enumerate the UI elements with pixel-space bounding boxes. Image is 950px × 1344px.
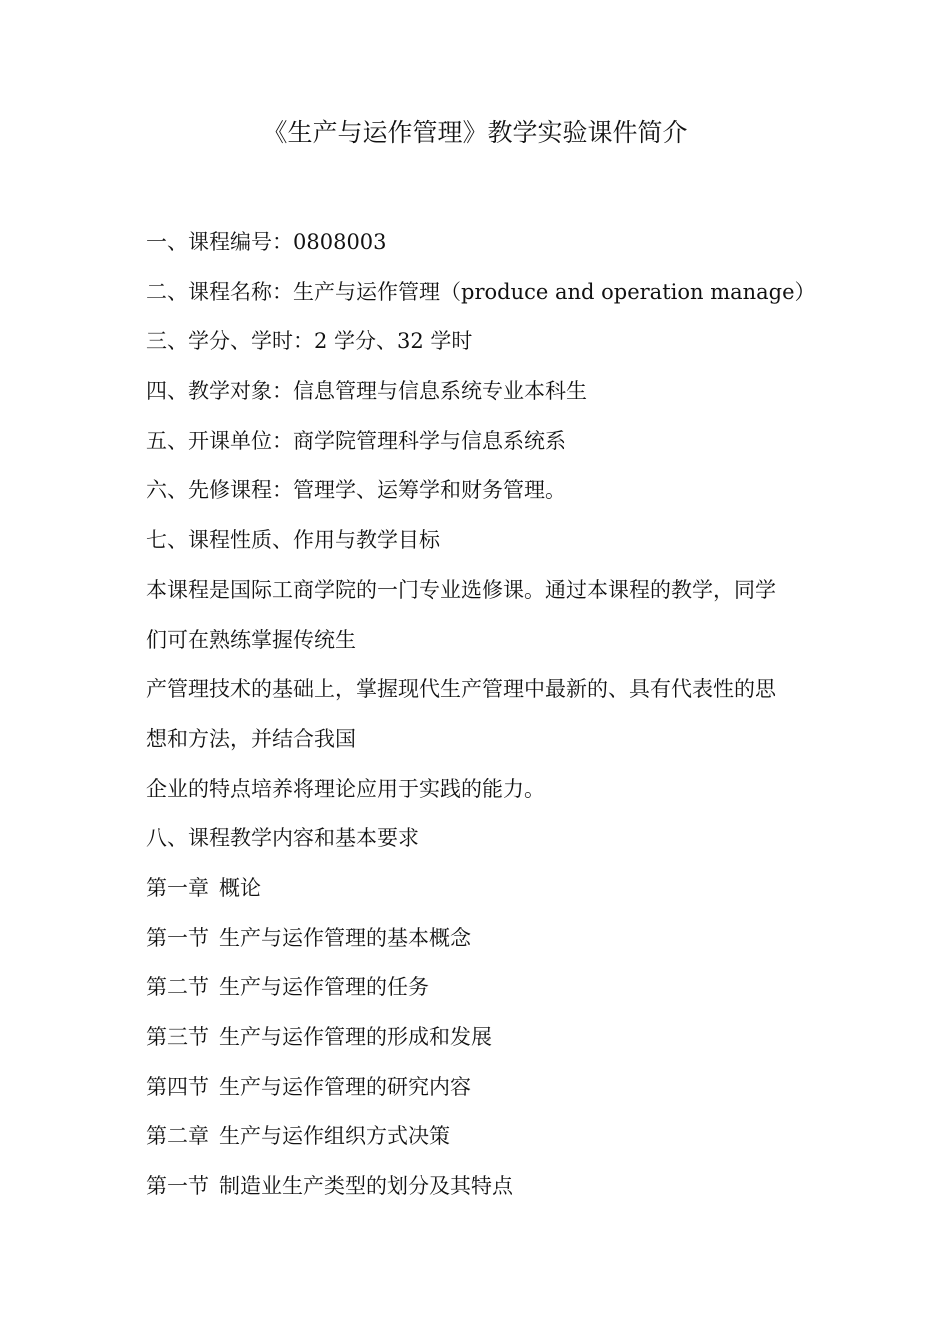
content-requirements-heading: 八、课程教学内容和基本要求	[146, 826, 419, 851]
paragraph-line: 想和方法，并结合我国	[146, 726, 356, 751]
section-label: 第二节	[146, 975, 209, 1000]
paragraph-line: 本课程是国际工商学院的一门专业选修课。通过本课程的教学，同学	[146, 577, 776, 602]
section-title: 生产与运作管理的研究内容	[219, 1074, 471, 1099]
section-label: 第三节	[146, 1025, 209, 1049]
toc-entry	[146, 1063, 826, 1113]
section-title: 生产与运作管理的任务	[219, 975, 429, 1000]
toc-entry	[146, 1112, 826, 1162]
section-label: 第四节	[146, 1074, 209, 1099]
section-label: 第一节	[146, 1174, 209, 1199]
toc-entry	[146, 1013, 826, 1063]
paragraph-line: 企业的特点培养将理论应用于实践的能力。	[146, 776, 545, 801]
document-title: 《生产与运作管理》教学实验课件简介	[262, 118, 688, 147]
section-title: 生产与运作管理的基本概念	[219, 925, 471, 950]
section-title: 制造业生产类型的划分及其特点	[219, 1174, 513, 1199]
course-name-line: 二、课程名称：生产与运作管理（produce and operation manage）	[146, 279, 816, 304]
toc-entry	[146, 963, 826, 1013]
target-students-line: 四、教学对象：信息管理与信息系统专业本科生	[146, 379, 587, 404]
chapter-title: 生产与运作组织方式决策	[219, 1124, 450, 1149]
section-label: 第一节	[146, 925, 209, 950]
prerequisites-line: 六、先修课程：管理学、运筹学和财务管理。	[146, 478, 566, 503]
chapter-label: 第二章	[146, 1124, 209, 1149]
course-code-line: 一、课程编号：0808003	[146, 230, 387, 254]
course-nature-heading: 七、课程性质、作用与教学目标	[146, 528, 440, 553]
toc-entry	[146, 914, 826, 964]
credits-hours-line: 三、学分、学时：2 学分、32 学时	[146, 329, 473, 354]
paragraph-line: 产管理技术的基础上，掌握现代生产管理中最新的、具有代表性的思	[146, 677, 776, 702]
toc-entry	[146, 864, 826, 914]
paragraph-line: 们可在熟练掌握传统生	[146, 627, 356, 652]
document-body	[146, 218, 826, 1212]
toc-entry	[146, 1162, 826, 1212]
chapter-title: 概论	[219, 875, 261, 900]
offering-unit-line: 五、开课单位：商学院管理科学与信息系统系	[146, 428, 566, 453]
chapter-label: 第一章	[146, 875, 209, 900]
section-title: 生产与运作管理的形成和发展	[219, 1025, 492, 1049]
